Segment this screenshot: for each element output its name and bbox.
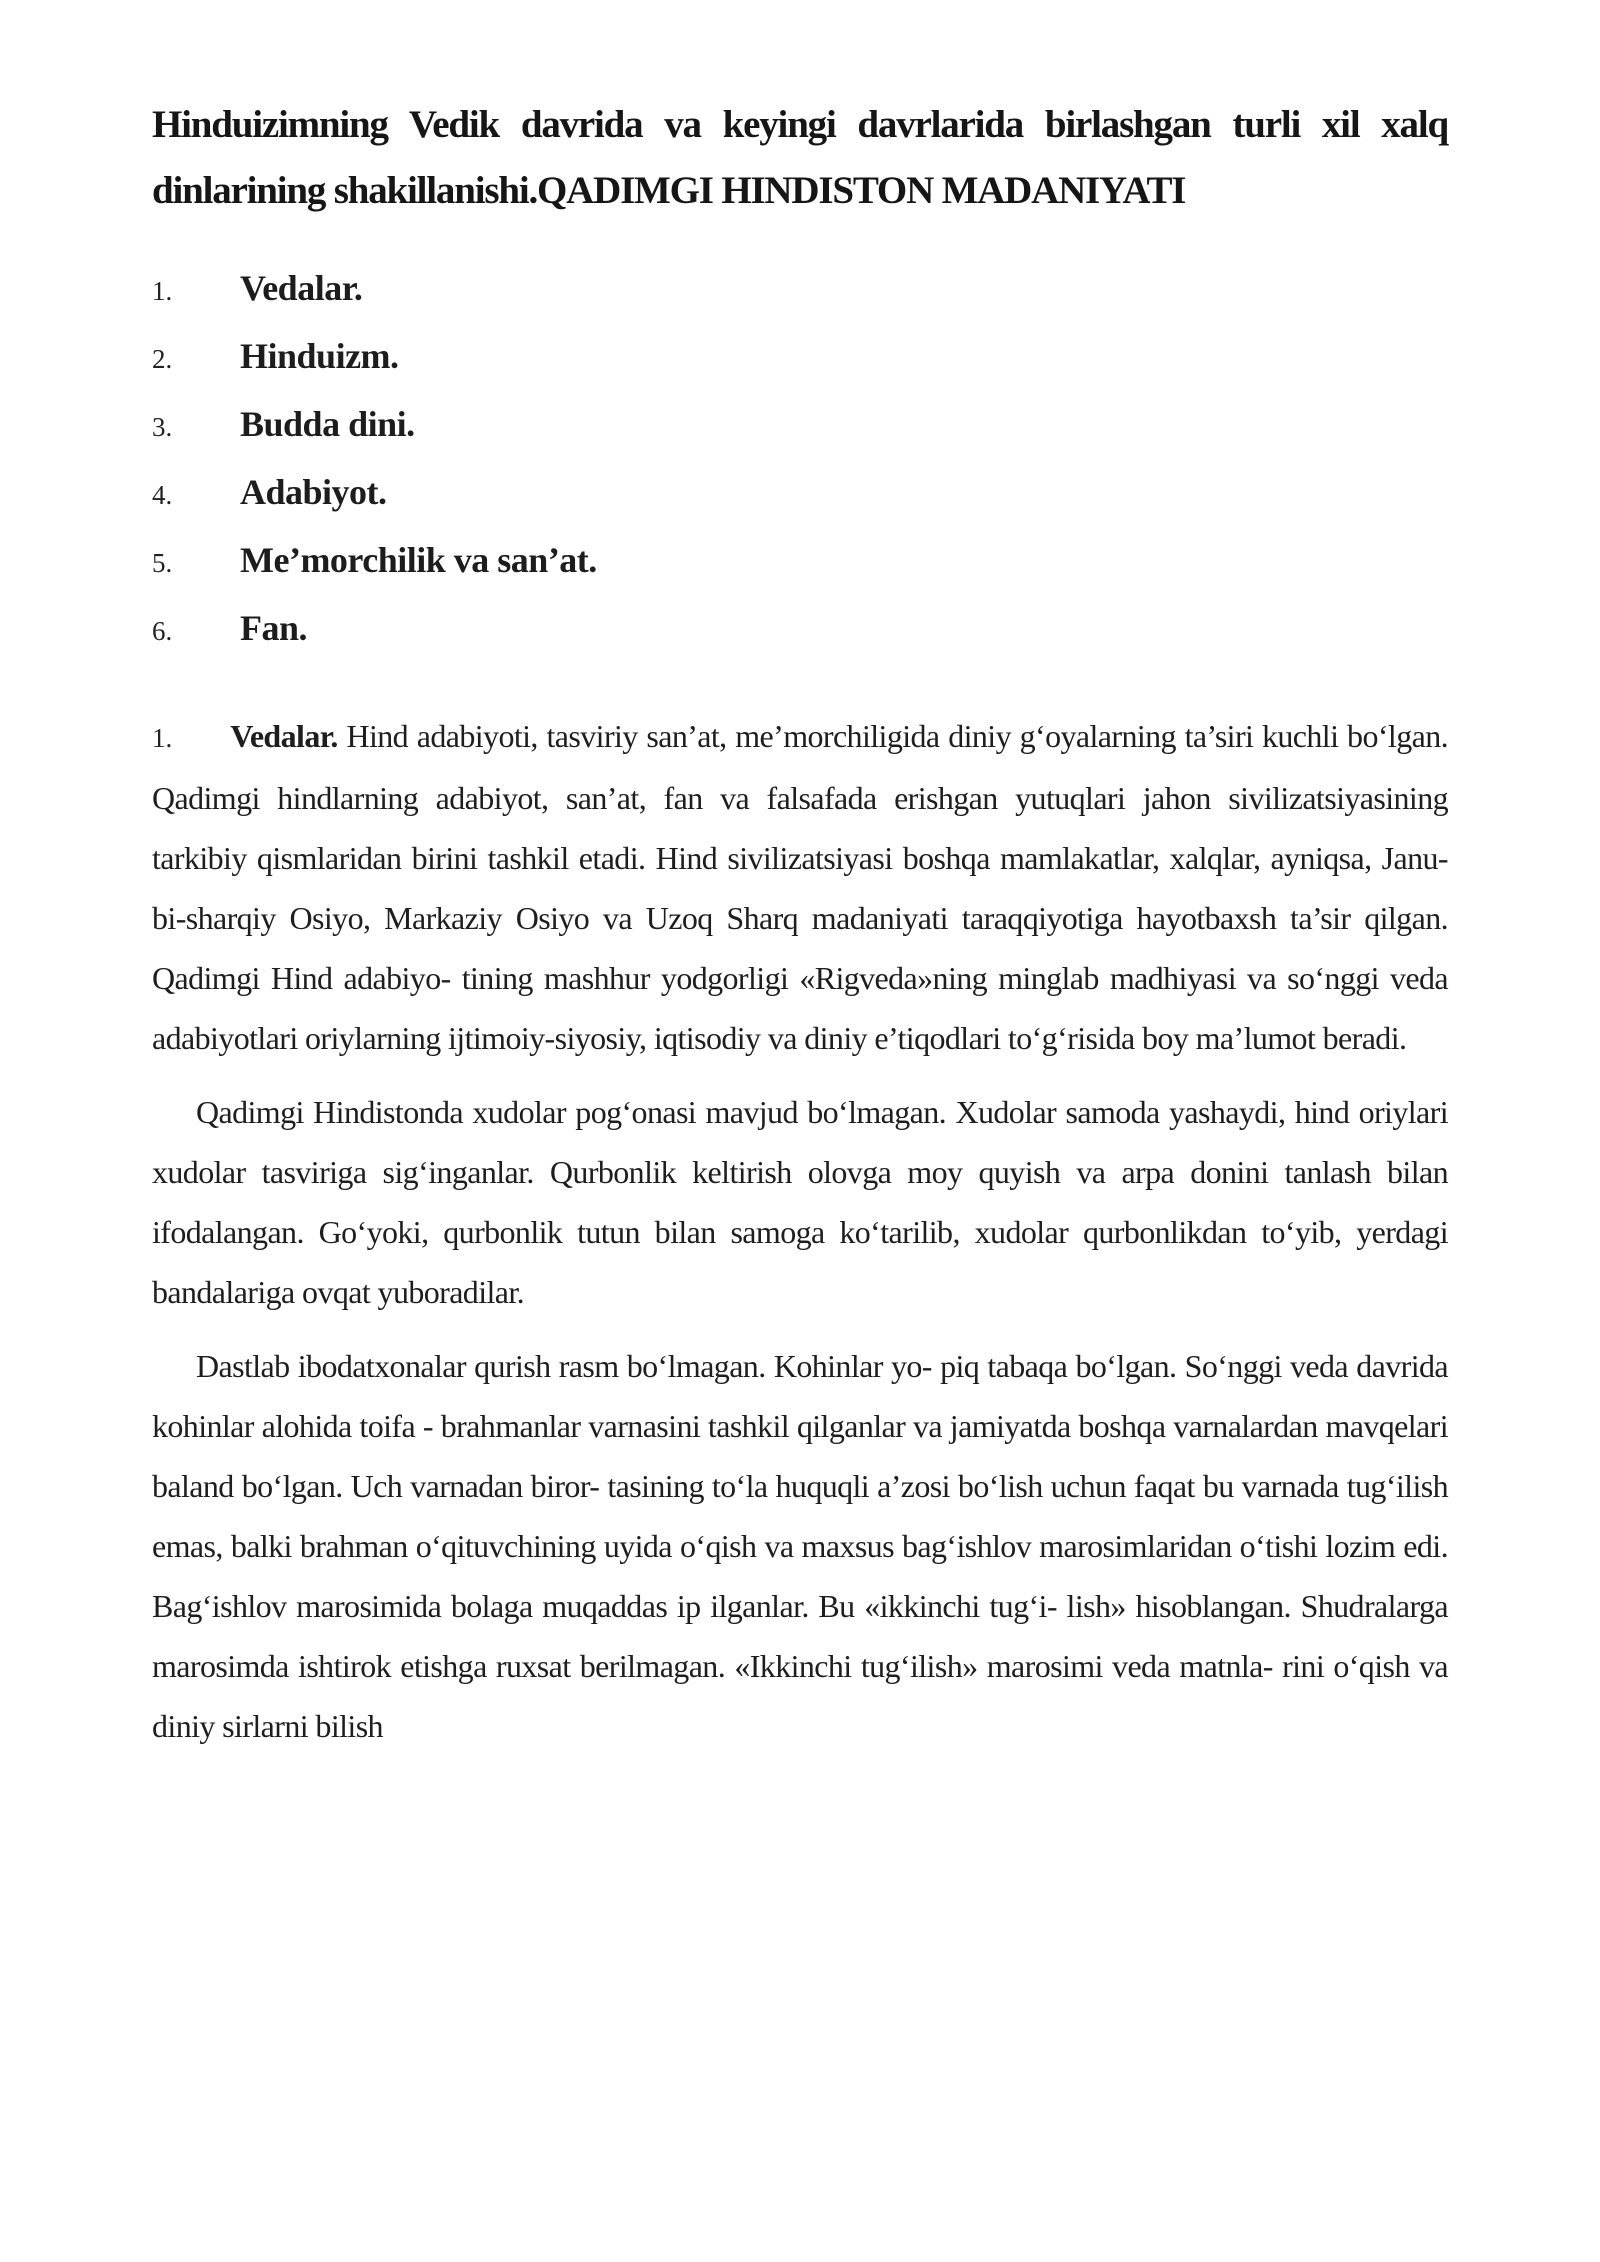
outline-item-label: Vedalar. [240,268,363,308]
paragraph-lead: Vedalar. [230,718,338,754]
section-paragraph-vedalar [152,706,1448,1068]
outline-item-budda-dini [152,392,1448,460]
outline-item-label: Me’morchilik va san’at. [240,540,597,580]
outline-item-number: 4. [152,480,173,510]
outline-list [152,256,1448,664]
paragraph-text: Hind adabiyoti, tasviriy san’at, me’morchiligida diniy g‘oyalarning ta’siri kuchli bo‘lgan. Qadimgi hindlarning adabiyot, san’at, fan va falsafada erishgan yutuqlari jahon sivilizatsiyasining tarkibiy qismlaridan birini tashkil etadi. Hind sivilizatsiyasi boshqa mamlakatlar, xalqlar, ayniqsa, Janu- bi-sharqiy Osiyo, Markaziy Osiyo va Uzoq Sharq madaniyati taraqqiyotiga hayotbaxsh ta’sir qilgan. Qadimgi Hind adabiyo- tining mashhur yodgorligi «Rigveda»ning minglab madhiyasi va so‘nggi veda adabiyotlari oriylarning ijtimoiy-siyosiy, iqtisodiy va diniy e’tiqodlari to‘g‘risida boy ma’lumot beradi. [152,718,1448,1056]
outline-item-number: 3. [152,412,173,442]
outline-item-memorchilik [152,528,1448,596]
outline-item-number: 2. [152,344,173,374]
outline-item-label: Budda dini. [240,404,415,444]
outline-item-label: Adabiyot. [240,472,387,512]
outline-item-adabiyot [152,460,1448,528]
outline-item-label: Hinduizm. [240,336,399,376]
outline-item-hinduizm [152,324,1448,392]
body-paragraph-xudolar: Qadimgi Hindistonda xudolar pog‘onasi mavjud bo‘lmagan. Xudolar samoda yashaydi, hind oriylari xudolar tasviriga sig‘inganlar. Qurbonlik keltirish olovga moy quyish va arpa donini tanlash bilan ifodalangan. Go‘yoki, qurbonlik tutun bilan samoga ko‘tarilib, xudolar qurbonlikdan to‘yib, yerdagi bandalariga ovqat yuboradilar. [152,1094,1448,1310]
outline-item-fan [152,596,1448,664]
outline-item-number: 5. [152,548,173,578]
outline-item-vedalar [152,256,1448,324]
body-paragraph-ibodatxonalar: Dastlab ibodatxonalar qurish rasm bo‘lmagan. Kohinlar yo- piq tabaqa bo‘lgan. So‘nggi veda davrida kohinlar alohida toifa - brahmanlar varnasini tashkil qilganlar va jamiyatda boshqa varnalardan mavqelari baland bo‘lgan. Uch varnadan biror- tasining to‘la huquqli a’zosi bo‘lish uchun faqat bu varnada tug‘ilish emas, balki brahman o‘qituvchining uyida o‘qish va maxsus bag‘ishlov marosimlaridan o‘tishi lozim edi. Bag‘ishlov marosimida bolaga muqaddas ip ilganlar. Bu «ikkinchi tug‘i- lish» hisoblangan. Shudralarga marosimda ishtirok etishga ruxsat berilmagan. «Ikkinchi tug‘ilish» marosimi veda matnla- rini o‘qish va diniy sirlarni bilish [152,1348,1448,1744]
paragraph-number: 1. [152,723,173,753]
outline-item-number: 6. [152,616,173,646]
outline-item-label: Fan. [240,608,308,648]
document-title: Hinduizimning Vedik davrida va keyingi davrlarida birlashgan turli xil xalq dinlarining shakillanishi.QADIMGI HINDISTON MADANIYATI [152,103,1448,212]
outline-item-number: 1. [152,276,173,306]
